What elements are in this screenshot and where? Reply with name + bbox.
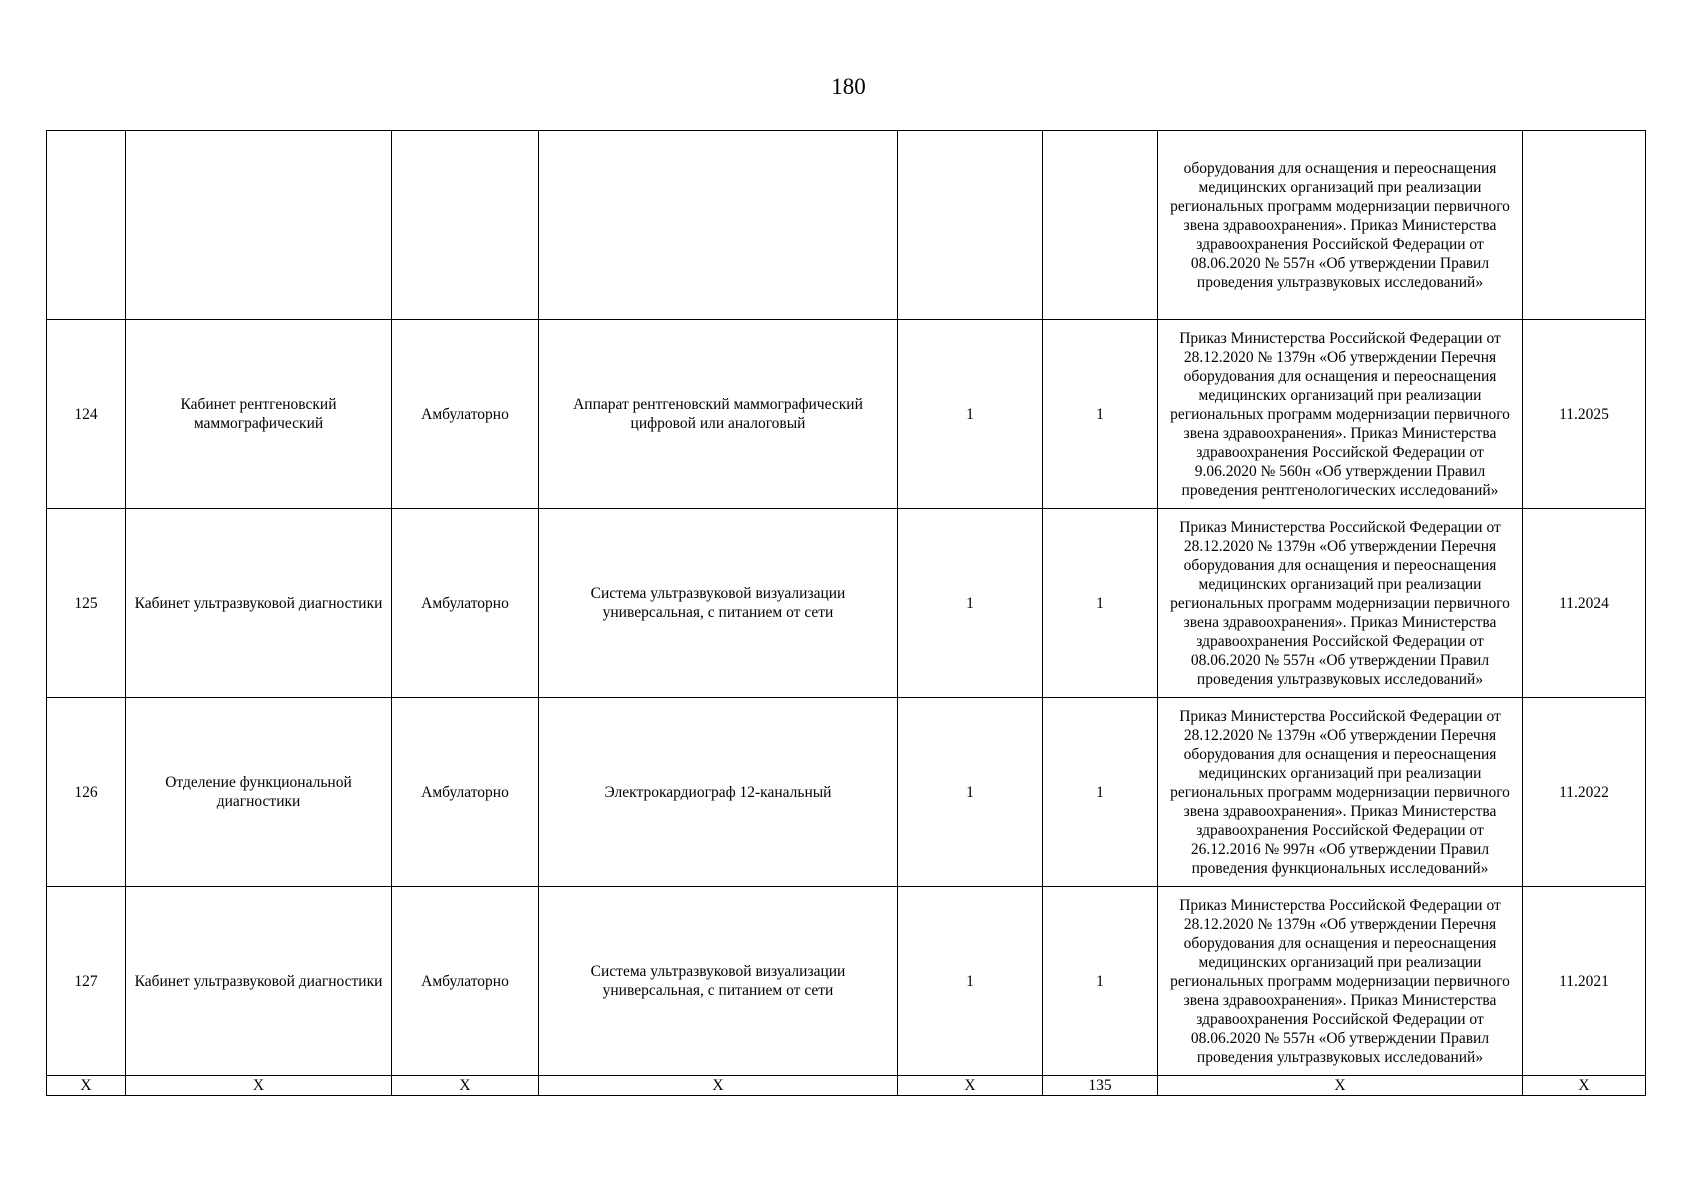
- cell-equipment: Электрокардиограф 12-канальный: [539, 698, 898, 887]
- cell-number: 127: [47, 887, 126, 1076]
- cell-condition: [392, 131, 539, 320]
- total-cell-date: Х: [1523, 1076, 1646, 1096]
- cell-qty-required: 1: [898, 320, 1043, 509]
- total-cell-condition: Х: [392, 1076, 539, 1096]
- cell-date: 11.2025: [1523, 320, 1646, 509]
- cell-unit: [126, 131, 392, 320]
- cell-basis: оборудования для оснащения и переоснащения медицинских организаций при реализации региональных программ модернизации первичного звена здравоохранения». Приказ Министерства здравоохранения Российской Федерации от 08.06.2020 № 557н «Об утверждении Правил проведения ультразвуковых исследований»: [1158, 131, 1523, 320]
- cell-unit: Кабинет ультразвуковой диагностики: [126, 887, 392, 1076]
- cell-number: [47, 131, 126, 320]
- table-row: [47, 509, 1646, 698]
- cell-qty-required: 1: [898, 887, 1043, 1076]
- cell-qty-available: 1: [1043, 887, 1158, 1076]
- total-cell-basis: Х: [1158, 1076, 1523, 1096]
- cell-equipment: Система ультразвуковой визуализации универсальная, с питанием от сети: [539, 887, 898, 1076]
- cell-condition: Амбулаторно: [392, 887, 539, 1076]
- cell-qty-available: [1043, 131, 1158, 320]
- table-body: [47, 131, 1646, 1096]
- total-cell-qty-available: 135: [1043, 1076, 1158, 1096]
- cell-number: 126: [47, 698, 126, 887]
- cell-equipment: Аппарат рентгеновский маммографический цифровой или аналоговый: [539, 320, 898, 509]
- cell-qty-required: 1: [898, 509, 1043, 698]
- cell-unit: Кабинет ультразвуковой диагностики: [126, 509, 392, 698]
- table-row: [47, 131, 1646, 320]
- cell-date: 11.2022: [1523, 698, 1646, 887]
- cell-basis: Приказ Министерства Российской Федерации от 28.12.2020 № 1379н «Об утверждении Перечня оборудования для оснащения и переоснащения медицинских организаций при реализации региональных программ модернизации первичного звена здравоохранения». Приказ Министерства здравоохранения Российской Федерации от 08.06.2020 № 557н «Об утверждении Правил проведения ультразвуковых исследований»: [1158, 509, 1523, 698]
- total-cell-equipment: Х: [539, 1076, 898, 1096]
- cell-basis: Приказ Министерства Российской Федерации от 28.12.2020 № 1379н «Об утверждении Перечня оборудования для оснащения и переоснащения медицинских организаций при реализации региональных программ модернизации первичного звена здравоохранения». Приказ Министерства здравоохранения Российской Федерации от 26.12.2016 № 997н «Об утверждении Правил проведения функциональных исследований»: [1158, 698, 1523, 887]
- cell-date: 11.2021: [1523, 887, 1646, 1076]
- cell-equipment: Система ультразвуковой визуализации универсальная, с питанием от сети: [539, 509, 898, 698]
- cell-qty-required: 1: [898, 698, 1043, 887]
- cell-unit: Отделение функциональной диагностики: [126, 698, 392, 887]
- cell-number: 124: [47, 320, 126, 509]
- cell-qty-available: 1: [1043, 509, 1158, 698]
- cell-number: 125: [47, 509, 126, 698]
- cell-condition: Амбулаторно: [392, 509, 539, 698]
- cell-condition: Амбулаторно: [392, 698, 539, 887]
- total-cell-qty-required: Х: [898, 1076, 1043, 1096]
- table-row: [47, 698, 1646, 887]
- cell-qty-required: [898, 131, 1043, 320]
- equipment-table: [46, 130, 1646, 1096]
- cell-condition: Амбулаторно: [392, 320, 539, 509]
- total-cell-unit: Х: [126, 1076, 392, 1096]
- cell-equipment: [539, 131, 898, 320]
- total-row: [47, 1076, 1646, 1096]
- total-cell-number: Х: [47, 1076, 126, 1096]
- table-row: [47, 320, 1646, 509]
- table-row: [47, 887, 1646, 1076]
- cell-qty-available: 1: [1043, 320, 1158, 509]
- page-number: 180: [831, 74, 866, 99]
- cell-unit: Кабинет рентгеновский маммографический: [126, 320, 392, 509]
- cell-date: [1523, 131, 1646, 320]
- cell-basis: Приказ Министерства Российской Федерации от 28.12.2020 № 1379н «Об утверждении Перечня оборудования для оснащения и переоснащения медицинских организаций при реализации региональных программ модернизации первичного звена здравоохранения». Приказ Министерства здравоохранения Российской Федерации от 08.06.2020 № 557н «Об утверждении Правил проведения ультразвуковых исследований»: [1158, 887, 1523, 1076]
- cell-qty-available: 1: [1043, 698, 1158, 887]
- cell-basis: Приказ Министерства Российской Федерации от 28.12.2020 № 1379н «Об утверждении Перечня оборудования для оснащения и переоснащения медицинских организаций при реализации региональных программ модернизации первичного звена здравоохранения». Приказ Министерства здравоохранения Российской Федерации от 9.06.2020 № 560н «Об утверждении Правил проведения рентгенологических исследований»: [1158, 320, 1523, 509]
- cell-date: 11.2024: [1523, 509, 1646, 698]
